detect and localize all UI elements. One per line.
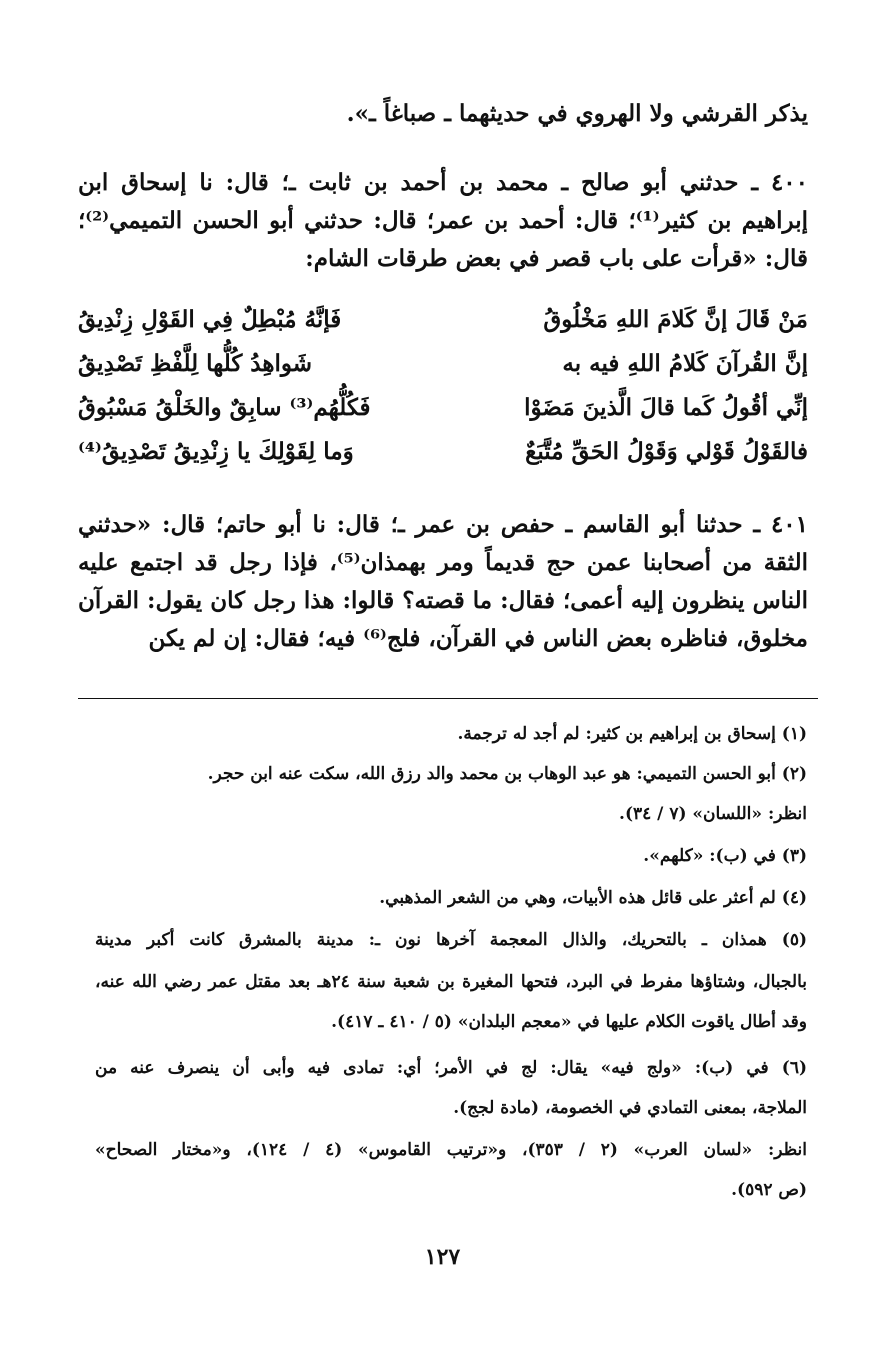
verse-2-first-hemistich: إنَّ القُرآنَ كَلامُ اللهِ فيه به [562,350,808,377]
footnote-6-line-1: (٦) في (ب): «ولج فيه» يقال: لج في الأمر؛ أي: تمادى فيه وأبى أن ينصرف عنه من [95,1058,807,1078]
footnote-2: (٢) أبو الحسن التميمي: هو عبد الوهاب بن محمد والد رزق الله، سكت عنه ابن حجر. [207,764,807,784]
poem-verse-4 [78,438,808,474]
footnote-5-line-1: (٥) همذان ـ بالتحريك، والذال المعجمة آخرها نون ـ: مدينة بالمشرق كانت أكبر مدينة [95,930,807,950]
page-number: ١٢٧ [424,1244,461,1270]
footnote-5-line-3: وقد أطال ياقوت الكلام عليها في «معجم البلدان» (٥ / ٤١٠ ـ ٤١٧). [331,1012,807,1032]
poem-verse-3 [78,394,808,430]
footnote-6-line-4: (ص ٥٩٢). [731,1180,807,1200]
paragraph-400 [78,164,808,278]
footnote-1: (١) إسحاق بن إبراهيم بن كثير: لم أجد له ترجمة. [457,724,807,744]
footnote-6-line-2: الملاجة، بمعنى التمادي في الخصومة، (مادة لجج). [453,1098,807,1118]
verse-4-first-hemistich: فالقَوْلُ قَوْلي وَقَوْلُ الحَقِّ مُتَّبَعٌ [525,438,808,465]
verse-4-second-hemistich: وَما لِقَوْلِكَ يا زِنْدِيقُ تَصْدِيقُ⁽⁴⁾ [78,438,354,465]
text-line-continuation: يذكر القرشي ولا الهروي في حديثهما ـ صباغاً ـ». [346,100,808,127]
footnote-3: (٣) في (ب): «كلهم». [643,846,807,866]
paragraph-400-text: ٤٠٠ ـ حدثني أبو صالح ـ محمد بن أحمد بن ثابت ـ؛ قال: نا إسحاق ابن إبراهيم بن كثير⁽¹⁾؛ قال: أحمد بن عمر؛ قال: حدثني أبو الحسن التميمي⁽²⁾؛ قال: «قرأت على باب قصر في بعض طرقات الشام: [78,169,808,272]
footnote-6-line-3: انظر: «لسان العرب» (٢ / ٣٥٣)، و«ترتيب القاموس» (٤ / ١٢٤)، و«مختار الصحاح» [95,1140,807,1160]
verse-1-second-hemistich: فَإنَّهُ مُبْطِلٌ فِي القَوْلِ زِنْدِيقُ [78,306,342,333]
verse-3-first-hemistich: إنِّي أقُولُ كَما قالَ الَّذينَ مَضَوْا [524,394,808,421]
paragraph-401-text: ٤٠١ ـ حدثنا أبو القاسم ـ حفص بن عمر ـ؛ قال: نا أبو حاتم؛ قال: «حدثني الثقة من أصحابنا عمن حج قديماً ومر بهمذان⁽⁵⁾، فإذا رجل قد اجتمع عليه الناس ينظرون إليه أعمى؛ فقال: ما قصته؟ قالوا: هذا رجل كان يقول: القرآن مخلوق، فناظره بعض الناس في القرآن، فلج⁽⁶⁾ فيه؛ فقال: إن لم يكن [78,511,808,652]
footnote-4: (٤) لم أعثر على قائل هذه الأبيات، وهي من الشعر المذهبي. [379,888,807,908]
footnote-5-line-2: بالجبال، وشتاؤها مفرط في البرد، فتحها المغيرة بن شعبة سنة ٢٤هـ بعد مقتل عمر رضي الله عنه، [95,972,807,992]
paragraph-401 [78,506,808,658]
verse-2-second-hemistich: شَواهِدُ كُلُّها لِلَّفْظِ تَصْدِيقُ [78,350,313,377]
footnote-2-ref: انظر: «اللسان» (٧ / ٣٤). [619,804,807,824]
footnote-divider [78,698,818,699]
verse-3-second-hemistich: فَكُلُّهُم⁽³⁾ سابِقٌ والخَلْقُ مَسْبُوقُ [78,394,371,421]
poem-verse-1 [78,306,808,342]
verse-1-first-hemistich: مَنْ قَالَ إنَّ كَلامَ اللهِ مَخْلُوقُ [543,306,808,333]
poem-verse-2 [78,350,808,386]
